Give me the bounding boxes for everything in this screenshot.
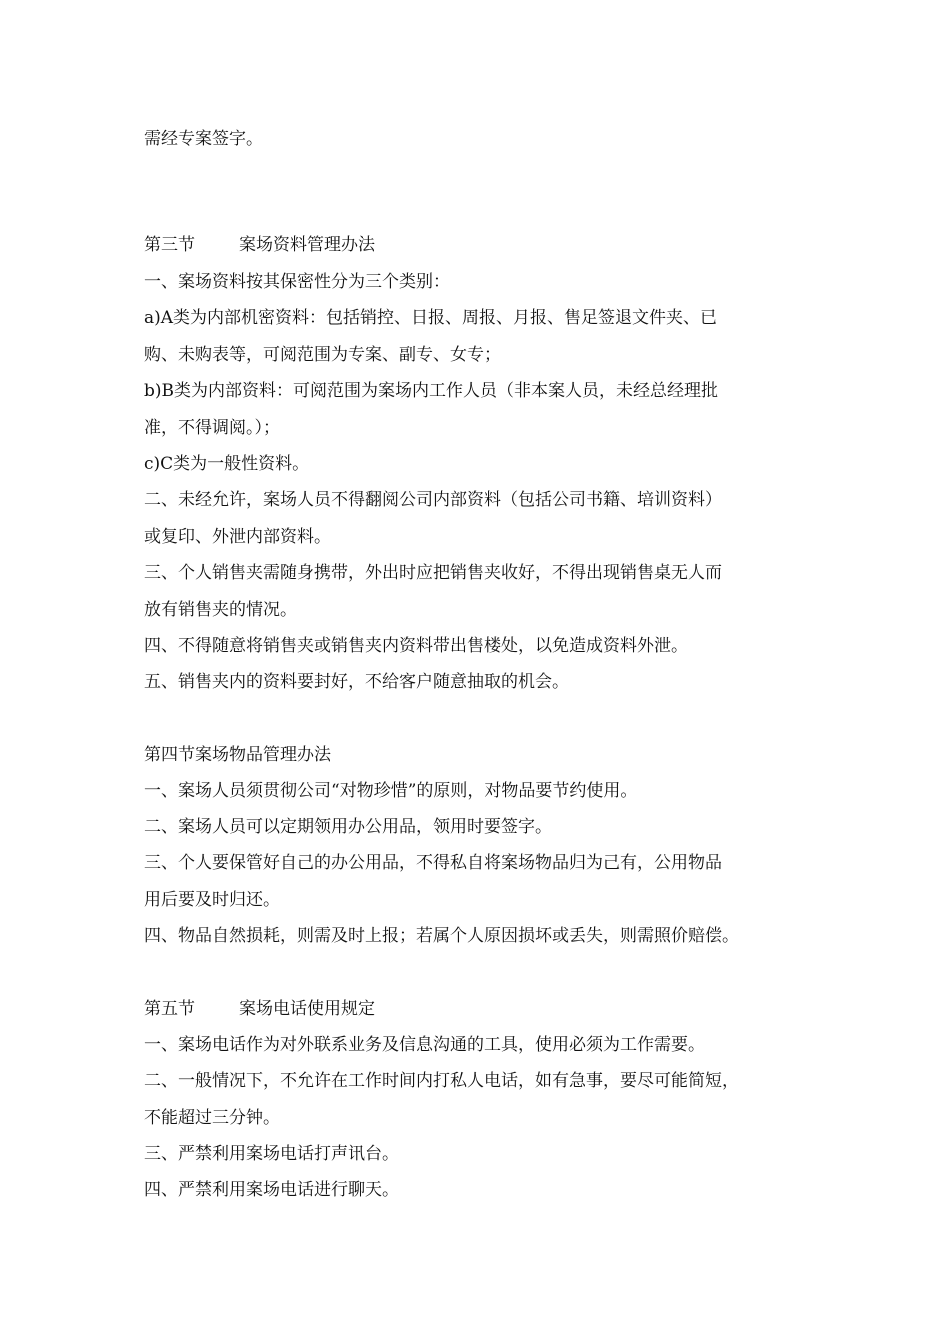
paragraph-line: 一、案场人员须贯彻公司“对物珍惜”的原则，对物品要节约使用。 [144,781,638,801]
paragraph-line: 一、案场电话作为对外联系业务及信息沟通的工具，使用必须为工作需要。 [144,1035,705,1055]
paragraph-line: a)A类为内部机密资料：包括销控、日报、周报、月报、售足签退文件夹、已 [144,308,718,328]
paragraph-line: 五、销售夹内的资料要封好，不给客户随意抽取的机会。 [144,672,569,692]
paragraph-line: 二、案场人员可以定期领用办公用品，领用时要签字。 [144,817,552,837]
section-number: 第五节 [144,999,195,1019]
paragraph-line: 三、个人销售夹需随身携带，外出时应把销售夹收好，不得出现销售桌无人而 [144,563,722,583]
paragraph-line: 一、案场资料按其保密性分为三个类别： [144,272,450,292]
paragraph-line: 需经专案签字。 [144,129,263,149]
section-title: 案场电话使用规定 [239,999,375,1019]
paragraph-line: 三、严禁利用案场电话打声讯台。 [144,1144,399,1164]
paragraph-line: b)B类为内部资料：可阅范围为案场内工作人员（非本案人员，未经总经理批 [144,381,719,401]
paragraph-line: 或复印、外泄内部资料。 [144,527,331,547]
paragraph-line: 购、未购表等，可阅范围为专案、副专、女专； [144,345,501,365]
paragraph-line: c)C类为一般性资料。 [144,454,310,474]
paragraph-line: 二、一般情况下，不允许在工作时间内打私人电话，如有急事，要尽可能简短， [144,1071,739,1091]
section-number: 第三节 [144,235,195,255]
section-heading-3 [144,233,824,257]
section-heading-5 [144,997,824,1021]
paragraph-line: 二、未经允许，案场人员不得翻阅公司内部资料（包括公司书籍、培训资料） [144,490,722,510]
paragraph-line: 四、严禁利用案场电话进行聊天。 [144,1180,399,1200]
paragraph-line: 四、不得随意将销售夹或销售夹内资料带出售楼处，以免造成资料外泄。 [144,636,688,656]
paragraph-line: 三、个人要保管好自己的办公用品，不得私自将案场物品归为己有，公用物品 [144,853,722,873]
section-title: 案场资料管理办法 [239,235,375,255]
paragraph-line: 用后要及时归还。 [144,890,280,910]
paragraph-line: 放有销售夹的情况。 [144,600,297,620]
paragraph-line: 准，不得调阅。）； [144,418,280,438]
section-heading-4: 第四节案场物品管理办法 [144,745,331,765]
paragraph-line: 四、物品自然损耗，则需及时上报；若属个人原因损坏或丢失，则需照价赔偿。 [144,926,739,946]
paragraph-line: 不能超过三分钟。 [144,1108,280,1128]
